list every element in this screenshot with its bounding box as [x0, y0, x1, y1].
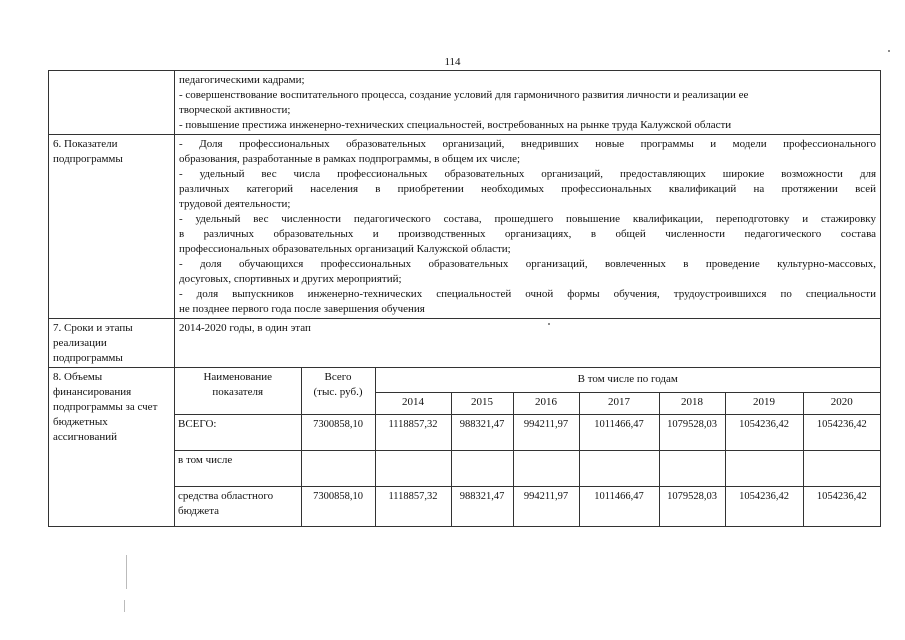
row-value: 1054236,42 [725, 414, 803, 450]
funding-label: финансирования [53, 386, 132, 398]
funding-table [175, 368, 880, 526]
funding-header-row [175, 368, 880, 392]
funding-label: ассигнований [53, 431, 118, 443]
scan-mark [126, 555, 127, 589]
indicator-line: не позднее первого года после завершения обучения [179, 303, 425, 315]
row-value: 994211,97 [513, 486, 579, 526]
row-value: 1079528,03 [659, 414, 725, 450]
col-header-total [301, 368, 375, 414]
timing-label: 7. Сроки и этапы [53, 322, 133, 334]
tasks-line: - совершенствование воспитательного процесса, создание условий для гармоничного развития личности и реализации ее [179, 89, 749, 101]
row-total: 7300858,10 [301, 414, 375, 450]
row-value [513, 450, 579, 486]
row-value: 1011466,47 [579, 486, 659, 526]
col-header-name [175, 368, 301, 414]
row-value: 1054236,42 [725, 486, 803, 526]
year-header: 2017 [579, 392, 659, 414]
page-number: 114 [444, 56, 461, 68]
row-name: ВСЕГО: [175, 414, 301, 450]
row-value [659, 450, 725, 486]
row-value: 988321,47 [451, 486, 513, 526]
col-header-total-line: (тыс. руб.) [313, 386, 363, 398]
tasks-row [49, 71, 881, 135]
table-row [175, 450, 880, 486]
tasks-line: педагогическими кадрами; [179, 74, 305, 86]
indicator-line: - доля выпускников инженерно-технических специальностей очной формы обучения, трудоустроившихся по специальности [179, 288, 876, 300]
tasks-line: - повышение престижа инженерно-технических специальностей, востребованных на рынке труда Калужской области [179, 119, 732, 131]
funding-label: 8. Объемы [53, 371, 103, 383]
table-row [175, 486, 880, 526]
row-value: 994211,97 [513, 414, 579, 450]
funding-label: подпрограммы за счет [53, 401, 158, 413]
table-row [175, 414, 880, 450]
row-total: 7300858,10 [301, 486, 375, 526]
timing-row [49, 319, 881, 368]
row-name: в том числе [175, 450, 301, 486]
indicator-line: профессиональных образовательных организаций Калужской области; [179, 243, 511, 255]
indicators-content-cell [175, 135, 881, 319]
year-header: 2020 [803, 392, 880, 414]
row-value: 1054236,42 [803, 486, 880, 526]
row-value: 1054236,42 [803, 414, 880, 450]
row-value [803, 450, 880, 486]
row-value: 1011466,47 [579, 414, 659, 450]
row-value: 1118857,32 [375, 486, 451, 526]
funding-label-cell [49, 368, 175, 527]
row-total [301, 450, 375, 486]
timing-content-cell [175, 319, 881, 368]
indicator-line: - Доля профессиональных образовательных организаций, внедривших новые программы и модели профессионального [179, 138, 876, 150]
indicator-line: различных категорий населения в приобретении необходимых профессиональных квалификаций на протяжении всей [179, 183, 876, 195]
indicator-line: трудовой деятельности; [179, 198, 291, 210]
years-caption: В том числе по годам [375, 368, 880, 392]
indicator-line: - удельный вес числа профессиональных образовательных организаций, предоставляющих широкие возможности для [179, 168, 876, 180]
indicator-line: образования, разработанные в рамках подпрограммы, в общем их числе; [179, 153, 521, 165]
passport-table [48, 70, 881, 527]
indicators-label: 6. Показатели [53, 138, 118, 150]
row-value [375, 450, 451, 486]
timing-text: 2014-2020 годы, в один этап [179, 322, 311, 334]
timing-label: реализации [53, 337, 107, 349]
col-header-name-line: показателя [212, 386, 264, 398]
row-value: 1079528,03 [659, 486, 725, 526]
scan-mark [124, 600, 125, 612]
indicators-label-cell [49, 135, 175, 319]
col-header-name-line: Наименование [203, 371, 273, 383]
timing-label: подпрограммы [53, 352, 123, 364]
tasks-content-cell [175, 71, 881, 135]
timing-label-cell [49, 319, 175, 368]
scan-speck [888, 50, 890, 52]
year-header: 2018 [659, 392, 725, 414]
tasks-label-cell [49, 71, 175, 135]
year-header: 2015 [451, 392, 513, 414]
year-header: 2019 [725, 392, 803, 414]
tasks-line: творческой активности; [179, 104, 291, 116]
indicator-line: - удельный вес численности педагогического состава, прошедшего повышение квалификации, переподготовку и стажировку [179, 213, 876, 225]
indicators-label: подпрограммы [53, 153, 123, 165]
funding-row [49, 368, 881, 527]
row-value: 988321,47 [451, 414, 513, 450]
row-value [579, 450, 659, 486]
row-value [725, 450, 803, 486]
indicator-line: в различных образовательных и производственных организациях, в общей численности педагогического состава [179, 228, 876, 240]
funding-label: бюджетных [53, 416, 108, 428]
row-name: средства областного бюджета [175, 486, 301, 526]
row-value: 1118857,32 [375, 414, 451, 450]
indicator-line: - доля обучающихся профессиональных образовательных организаций, вовлеченных в проведение культурно-массовых, [179, 258, 876, 270]
scan-speck [548, 323, 550, 325]
indicators-row [49, 135, 881, 319]
funding-content-cell [175, 368, 881, 527]
year-header: 2014 [375, 392, 451, 414]
row-value [451, 450, 513, 486]
year-header: 2016 [513, 392, 579, 414]
indicator-line: досуговых, спортивных и других мероприятий; [179, 273, 402, 285]
col-header-total-line: Всего [324, 371, 352, 383]
